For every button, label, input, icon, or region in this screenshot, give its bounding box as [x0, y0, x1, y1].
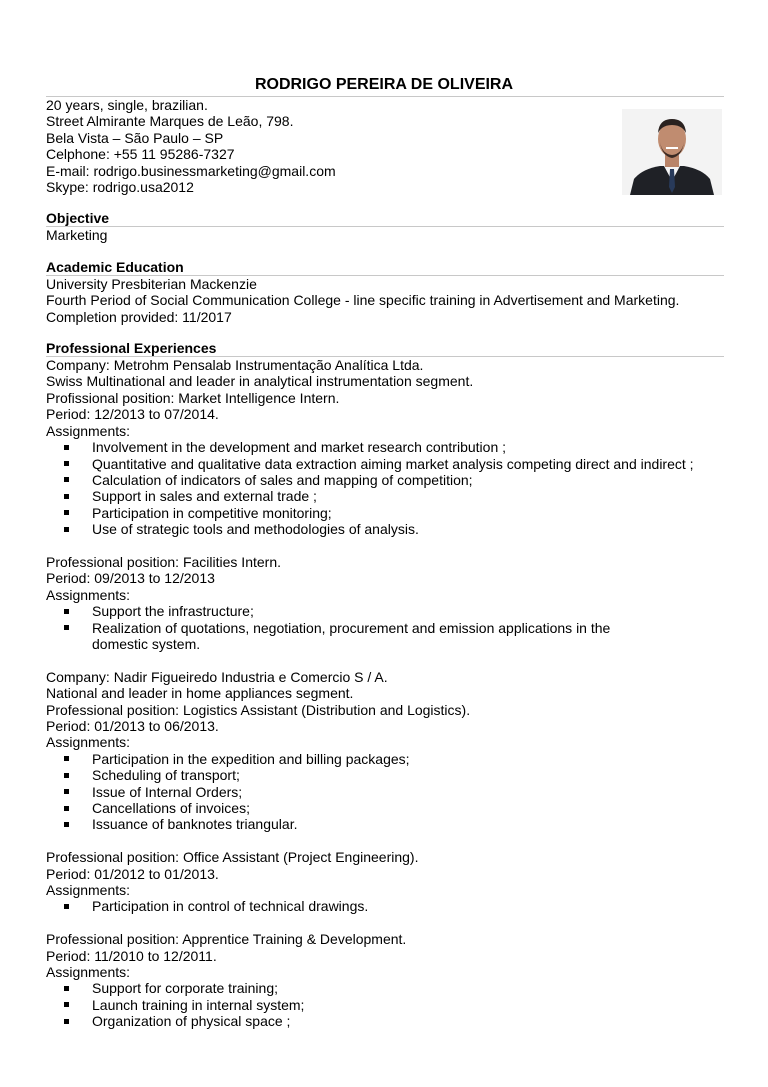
objective-heading: Objective [46, 210, 110, 227]
list-item: Issue of Internal Orders; [46, 784, 724, 800]
job3-assignments-list [46, 751, 724, 833]
list-item: Realization of quotations, negotiation, procurement and emission applications in the domestic system. [46, 620, 724, 653]
job5-position: Professional position: Apprentice Training & Development. [46, 931, 407, 948]
education-heading: Academic Education [46, 258, 184, 275]
list-item: Support the infrastructure; [46, 603, 724, 619]
personal-city: Bela Vista – São Paulo – SP [46, 129, 224, 146]
personal-street: Street Almirante Marques de Leão, 798. [46, 113, 294, 130]
personal-email: E-mail: rodrigo.businessmarketing@gmail.com [46, 162, 336, 179]
list-item: Participation in competitive monitoring; [46, 505, 724, 521]
job3-company: Company: Nadir Figueiredo Industria e Comercio S / A. [46, 668, 388, 685]
job1-assignments-list [46, 439, 724, 537]
education-course: Fourth Period of Social Communication College - line specific training in Advertisement and Marketing. [46, 292, 680, 309]
job3-assignments-label: Assignments: [46, 734, 131, 751]
job5-assignments-list [46, 980, 724, 1029]
job2-period: Period: 09/2013 to 12/2013 [46, 570, 215, 587]
job1-period: Period: 12/2013 to 07/2014. [46, 406, 219, 423]
personal-phone: Celphone: +55 11 95286-7327 [46, 146, 235, 163]
job4-period: Period: 01/2012 to 01/2013. [46, 865, 219, 882]
spacer [46, 833, 724, 849]
job5-assignments-label: Assignments: [46, 964, 131, 981]
job2-position: Professional position: Facilities Intern. [46, 553, 281, 570]
education-completion: Completion provided: 11/2017 [46, 308, 232, 325]
list-item: Participation in control of technical drawings. [46, 898, 724, 914]
list-item: Launch training in internal system; [46, 997, 724, 1013]
job2-assignments-list [46, 603, 724, 652]
job4-assignments-list [46, 898, 724, 914]
spacer [46, 538, 724, 554]
job3-description: National and leader in home appliances segment. [46, 685, 354, 702]
personal-age: 20 years, single, brazilian. [46, 97, 208, 113]
resume-name: RODRIGO PEREIRA DE OLIVEIRA [254, 76, 514, 93]
personal-info [46, 97, 724, 195]
objective-text: Marketing [46, 227, 108, 244]
list-item: Issuance of banknotes triangular. [46, 816, 724, 832]
list-item: Cancellations of invoices; [46, 800, 724, 816]
personal-skype: Skype: rodrigo.usa2012 [46, 179, 194, 196]
job1-position: Profissional position: Market Intelligence Intern. [46, 389, 340, 406]
education-university: University Presbiterian Mackenzie [46, 275, 257, 292]
job5-period: Period: 11/2010 to 12/2011. [46, 947, 217, 964]
job1-company: Company: Metrohm Pensalab Instrumentação Analítica Ltda. [46, 357, 424, 374]
list-item: Calculation of indicators of sales and mapping of competition; [46, 472, 724, 488]
job1-description: Swiss Multinational and leader in analytical instrumentation segment. [46, 373, 474, 390]
list-item: Organization of physical space ; [46, 1013, 724, 1029]
spacer [46, 915, 724, 931]
list-item: Involvement in the development and market research contribution ; [46, 439, 724, 455]
list-item: Support in sales and external trade ; [46, 488, 724, 504]
resume-page [46, 74, 724, 1030]
job1-assignments-label: Assignments: [46, 422, 131, 439]
spacer [46, 652, 724, 668]
list-item: Use of strategic tools and methodologies of analysis. [46, 521, 724, 537]
job4-assignments-label: Assignments: [46, 882, 131, 899]
list-item: Participation in the expedition and billing packages; [46, 751, 724, 767]
job4-position: Professional position: Office Assistant (Project Engineering). [46, 849, 419, 866]
profile-photo [622, 109, 722, 195]
job3-position: Professional position: Logistics Assistant (Distribution and Logistics). [46, 701, 471, 718]
list-item: Quantitative and qualitative data extraction aiming market analysis competing direct and indirect ; [46, 456, 724, 472]
list-item: Support for corporate training; [46, 980, 724, 996]
list-item: Scheduling of transport; [46, 767, 724, 783]
job2-assignments-label: Assignments: [46, 586, 131, 603]
job3-period: Period: 01/2013 to 06/2013. [46, 717, 219, 734]
experience-heading: Professional Experiences [46, 340, 217, 357]
